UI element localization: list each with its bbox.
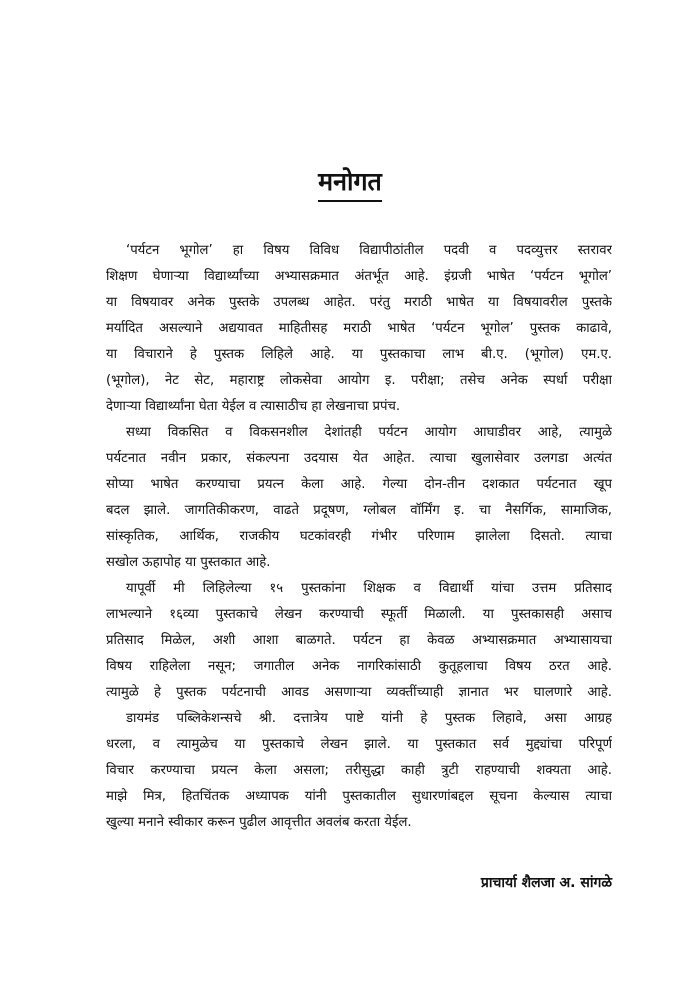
author-signature: प्राचार्या शैलजा अ. सांगळे bbox=[480, 875, 612, 891]
text-line: पर्यटनात नवीन प्रकार, संकल्पना उदयास येत आहेत. त्याचा खुलासेवार उलगडा अत्यंत bbox=[106, 451, 612, 466]
page-title-text: मनोगत bbox=[318, 166, 382, 202]
text-line: शिक्षण घेणाऱ्या विद्यार्थ्यांच्या अभ्यासक्रमात अंतर्भूत आहे. इंग्रजी भाषेत ‘पर्यटन भूगोल’ bbox=[106, 269, 612, 284]
text-line: डायमंड पब्लिकेशन्सचे श्री. दत्तात्रेय पाष्टे यांनी हे पुस्तक लिहावे, असा आग्रह bbox=[126, 711, 612, 726]
text-line: या विषयावर अनेक पुस्तके उपलब्ध आहेत. परंतु मराठी भाषेत या विषयावरील पुस्तके bbox=[106, 295, 612, 310]
text-line: मर्यादित असल्याने अद्ययावत माहितीसह मराठी भाषेत ‘पर्यटन भूगोल’ पुस्तक काढावे, bbox=[106, 321, 612, 336]
text-line: त्यामुळे हे पुस्तक पर्यटनाची आवड असणाऱ्या व्यक्तींच्याही ज्ञानात भर घालणारे आहे. bbox=[106, 685, 612, 700]
page-title bbox=[0, 160, 700, 202]
text-line: लाभल्याने १६व्या पुस्तकाचे लेखन करण्याची स्फूर्ती मिळाली. या पुस्तकासही असाच bbox=[106, 607, 612, 622]
text-line: ‘पर्यटन भूगोल’ हा विषय विविध विद्यापीठांतील पदवी व पदव्युत्तर स्तरावर bbox=[126, 243, 612, 258]
paragraph-4 bbox=[106, 706, 612, 836]
text-line: सोप्या भाषेत करण्याचा प्रयत्न केला आहे. गेल्या दोन-तीन दशकात पर्यटनात खूप bbox=[106, 477, 612, 492]
text-line: (भूगोल), नेट सेट, महाराष्ट्र लोकसेवा आयोग इ. परीक्षा; तसेच अनेक स्पर्धा परीक्षा bbox=[106, 373, 612, 388]
paragraph-2 bbox=[106, 420, 612, 576]
text-line: सांस्कृतिक, आर्थिक, राजकीय घटकांवरही गंभीर परिणाम झालेला दिसतो. त्याचा bbox=[106, 529, 612, 544]
text-line: विषय राहिलेला नसून; जगातील अनेक नागरिकांसाठी कुतूहलाचा विषय ठरत आहे. bbox=[106, 659, 612, 674]
text-line: विचार करण्याचा प्रयत्न केला असला; तरीसुद्धा काही त्रुटी राहण्याची शक्यता आहे. bbox=[106, 763, 612, 778]
paragraph-3 bbox=[106, 576, 612, 706]
text-line: धरला, व त्यामुळेच या पुस्तकाचे लेखन झाले. या पुस्तकात सर्व मुद्द्यांचा परिपूर्ण bbox=[106, 737, 612, 752]
text-line: बदल झाले. जागतिकीकरण, वाढते प्रदूषण, ग्लोबल वॉर्मिंग इ. चा नैसर्गिक, सामाजिक, bbox=[106, 503, 612, 518]
text-line: प्रतिसाद मिळेल, अशी आशा बाळगते. पर्यटन हा केवळ अभ्यासक्रमात अभ्यासायचा bbox=[106, 633, 612, 648]
text-line: या विचाराने हे पुस्तक लिहिले आहे. या पुस्तकाचा लाभ बी.ए. (भूगोल) एम.ए. bbox=[106, 347, 612, 362]
text-line: माझे मित्र, हितचिंतक अध्यापक यांनी पुस्तकातील सुधारणांबद्दल सूचना केल्यास त्याचा bbox=[106, 789, 612, 804]
text-line: यापूर्वी मी लिहिलेल्या १५ पुस्तकांना शिक्षक व विद्यार्थी यांचा उत्तम प्रतिसाद bbox=[126, 581, 612, 596]
text-line: सध्या विकसित व विकसनशील देशांतही पर्यटन आयोग आघाडीवर आहे, त्यामुळे bbox=[126, 425, 612, 440]
preface-body bbox=[106, 238, 612, 836]
text-line: खुल्या मनाने स्वीकार करून पुढील आवृत्तीत अवलंब करता येईल. bbox=[106, 815, 412, 830]
paragraph-1 bbox=[106, 238, 612, 420]
text-line: सखोल ऊहापोह या पुस्तकात आहे. bbox=[106, 555, 271, 570]
text-line: देणाऱ्या विद्यार्थ्यांना घेता येईल व त्यासाठीच हा लेखनाचा प्रपंच. bbox=[106, 399, 401, 414]
